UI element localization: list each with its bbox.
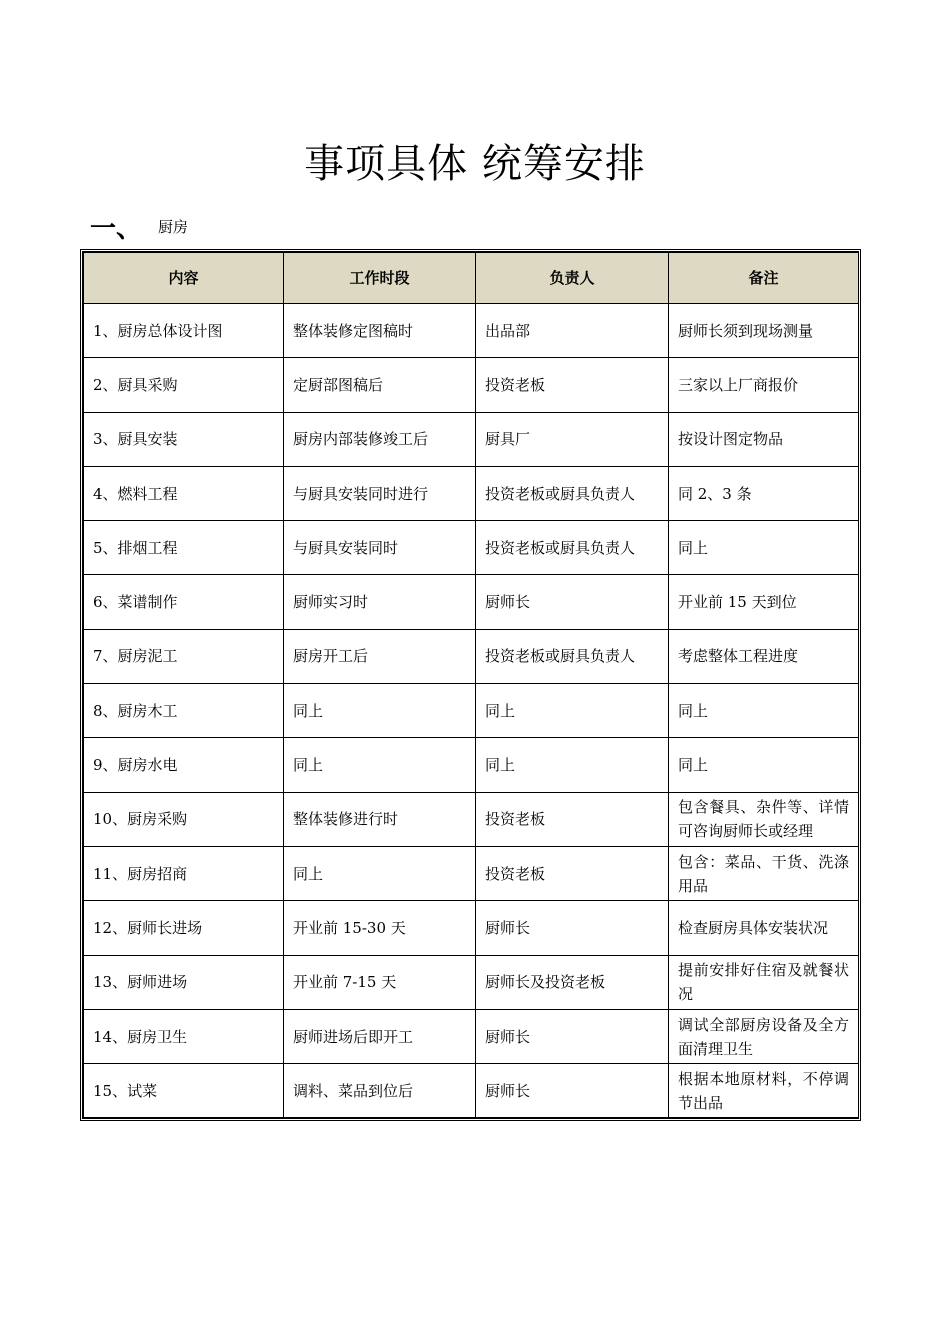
cell-content: 7、厨房泥工	[84, 629, 284, 683]
cell-remarks: 检查厨房具体安装状况	[669, 901, 859, 955]
cell-remarks: 提前安排好住宿及就餐状况	[669, 955, 859, 1009]
cell-work-period: 整体装修进行时	[284, 792, 476, 846]
cell-content: 15、试菜	[84, 1064, 284, 1118]
table-row	[84, 412, 859, 466]
cell-work-period: 厨师进场后即开工	[284, 1009, 476, 1063]
cell-content: 12、厨师长进场	[84, 901, 284, 955]
header-content: 内容	[84, 253, 284, 304]
cell-work-period: 整体装修定图稿时	[284, 304, 476, 358]
cell-work-period: 调料、菜品到位后	[284, 1064, 476, 1118]
cell-responsible: 厨师长	[476, 1064, 669, 1118]
cell-work-period: 同上	[284, 738, 476, 792]
cell-work-period: 同上	[284, 684, 476, 738]
section-heading	[90, 210, 188, 242]
cell-content: 9、厨房水电	[84, 738, 284, 792]
cell-responsible: 厨师长及投资老板	[476, 955, 669, 1009]
page-title: 事项具体 统筹安排	[304, 141, 646, 187]
cell-content: 14、厨房卫生	[84, 1009, 284, 1063]
cell-content: 10、厨房采购	[84, 792, 284, 846]
cell-content: 13、厨师进场	[84, 955, 284, 1009]
cell-responsible: 出品部	[476, 304, 669, 358]
cell-work-period: 厨师实习时	[284, 575, 476, 629]
table-row	[84, 358, 859, 412]
cell-remarks: 厨师长须到现场测量	[669, 304, 859, 358]
cell-remarks: 包含：菜品、干货、洗涤用品	[669, 846, 859, 900]
cell-work-period: 开业前 15-30 天	[284, 901, 476, 955]
cell-remarks: 同上	[669, 684, 859, 738]
schedule-table	[83, 252, 859, 1118]
header-remarks: 备注	[669, 253, 859, 304]
cell-content: 6、菜谱制作	[84, 575, 284, 629]
cell-work-period: 开业前 7-15 天	[284, 955, 476, 1009]
table-row	[84, 684, 859, 738]
section-number: 一、	[90, 213, 143, 244]
table-row	[84, 955, 859, 1009]
cell-content: 2、厨具采购	[84, 358, 284, 412]
schedule-table-frame	[80, 249, 861, 1121]
cell-remarks: 考虑整体工程进度	[669, 629, 859, 683]
cell-responsible: 投资老板或厨具负责人	[476, 629, 669, 683]
table-row	[84, 901, 859, 955]
cell-responsible: 投资老板	[476, 792, 669, 846]
table-row	[84, 846, 859, 900]
section-label: 厨房	[158, 217, 189, 236]
cell-remarks: 同上	[669, 521, 859, 575]
table-row	[84, 1009, 859, 1063]
cell-work-period: 定厨部图稿后	[284, 358, 476, 412]
table-row	[84, 629, 859, 683]
cell-remarks: 包含餐具、杂件等、详情可咨询厨师长或经理	[669, 792, 859, 846]
table-row	[84, 466, 859, 520]
cell-remarks: 按设计图定物品	[669, 412, 859, 466]
cell-responsible: 厨师长	[476, 575, 669, 629]
cell-work-period: 同上	[284, 846, 476, 900]
cell-content: 11、厨房招商	[84, 846, 284, 900]
cell-responsible: 同上	[476, 684, 669, 738]
cell-remarks: 根据本地原材料，不停调节出品	[669, 1064, 859, 1118]
table-row	[84, 575, 859, 629]
cell-remarks: 调试全部厨房设备及全方面清理卫生	[669, 1009, 859, 1063]
cell-remarks: 同上	[669, 738, 859, 792]
cell-content: 3、厨具安装	[84, 412, 284, 466]
cell-content: 5、排烟工程	[84, 521, 284, 575]
cell-responsible: 同上	[476, 738, 669, 792]
cell-remarks: 同 2、3 条	[669, 466, 859, 520]
cell-content: 8、厨房木工	[84, 684, 284, 738]
table-row	[84, 304, 859, 358]
cell-responsible: 投资老板	[476, 846, 669, 900]
header-responsible: 负责人	[476, 253, 669, 304]
cell-work-period: 与厨具安装同时	[284, 521, 476, 575]
cell-content: 4、燃料工程	[84, 466, 284, 520]
cell-work-period: 厨房开工后	[284, 629, 476, 683]
cell-responsible: 厨具厂	[476, 412, 669, 466]
table-row	[84, 738, 859, 792]
cell-responsible: 投资老板	[476, 358, 669, 412]
table-row	[84, 792, 859, 846]
cell-work-period: 与厨具安装同时进行	[284, 466, 476, 520]
cell-responsible: 投资老板或厨具负责人	[476, 521, 669, 575]
cell-responsible: 厨师长	[476, 1009, 669, 1063]
cell-responsible: 投资老板或厨具负责人	[476, 466, 669, 520]
header-work-period: 工作时段	[284, 253, 476, 304]
cell-remarks: 三家以上厂商报价	[669, 358, 859, 412]
cell-work-period: 厨房内部装修竣工后	[284, 412, 476, 466]
table-header-row	[84, 253, 859, 304]
table-row	[84, 521, 859, 575]
cell-remarks: 开业前 15 天到位	[669, 575, 859, 629]
table-row	[84, 1064, 859, 1118]
cell-responsible: 厨师长	[476, 901, 669, 955]
cell-content: 1、厨房总体设计图	[84, 304, 284, 358]
